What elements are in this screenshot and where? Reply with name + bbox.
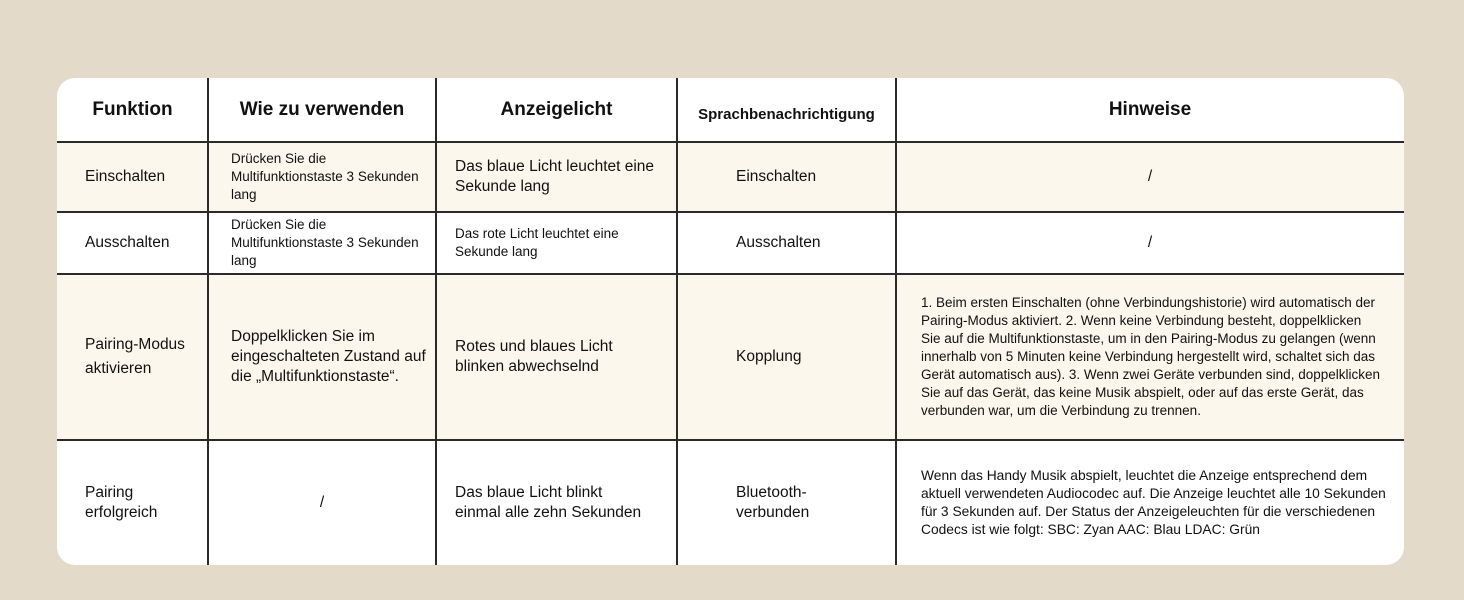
- row-divider: [57, 141, 1404, 143]
- column-divider: [435, 78, 437, 565]
- column-divider: [676, 78, 678, 565]
- cell-hinweise: /: [1147, 234, 1153, 251]
- header-hinweise: Hinweise: [1108, 99, 1192, 120]
- cell-sprachbenachrichtigung: Bluetooth-verbunden: [736, 483, 810, 521]
- cell-anzeigelicht: Das blaue Licht leuchtet eine Sekunde lang: [455, 158, 655, 195]
- cell-funktion: Pairing erfolgreich: [85, 483, 158, 521]
- table-header: [57, 78, 1404, 142]
- cell-funktion: Pairing-Modus aktivieren: [85, 336, 185, 377]
- row-divider: [57, 439, 1404, 441]
- header-wie-zu-verwenden: Wie zu verwenden: [239, 99, 405, 120]
- function-table: [57, 78, 1404, 565]
- row-divider: [57, 273, 1404, 275]
- row-divider: [57, 211, 1404, 213]
- cell-sprachbenachrichtigung: Ausschalten: [736, 234, 821, 251]
- cell-anzeigelicht: Das blaue Licht blinkt einmal alle zehn Sekunden: [455, 483, 642, 521]
- cell-anzeigelicht: Das rote Licht leuchtet eine Sekunde lang: [455, 226, 619, 259]
- header-sprachbenachrichtigung: Sprachbenachrichtigung: [698, 105, 875, 123]
- column-divider: [895, 78, 897, 565]
- cell-wie: Drücken Sie die Multifunktionstaste 3 Sekunden lang: [231, 151, 419, 202]
- cell-funktion: Ausschalten: [85, 234, 170, 251]
- cell-hinweise: Wenn das Handy Musik abspielt, leuchtet die Anzeige entsprechend dem aktuell verwendeten Audiocodec auf. Die Anzeige leuchtet alle 10 Sekunden für 3 Sekunden auf. Der Status der Anzeigeleuchten für die verschiedenen Codecs ist wie folgt: SBC: Zyan AAC: Blau LDAC: Grün: [921, 467, 1386, 537]
- cell-wie: Drücken Sie die Multifunktionstaste 3 Sekunden lang: [231, 217, 419, 268]
- cell-anzeigelicht: Rotes und blaues Licht blinken abwechselnd: [455, 338, 613, 375]
- cell-sprachbenachrichtigung: Einschalten: [736, 168, 817, 185]
- cell-hinweise: /: [1147, 168, 1153, 185]
- header-anzeigelicht: Anzeigelicht: [500, 99, 613, 120]
- cell-funktion: Einschalten: [85, 168, 166, 185]
- table-row: [57, 440, 1404, 565]
- column-divider: [207, 78, 209, 565]
- cell-wie: Doppelklicken Sie im eingeschalteten Zustand auf die „Multifunktionstaste“.: [231, 328, 426, 385]
- cell-wie: /: [319, 493, 325, 511]
- table-row: [57, 142, 1404, 212]
- table-row: [57, 212, 1404, 274]
- cell-hinweise: 1. Beim ersten Einschalten (ohne Verbindungshistorie) wird automatisch der Pairing-Modus aktiviert. 2. Wenn keine Verbindung besteht, doppelklicken Sie auf die Multifunktionstaste, um in den Pairing-Modus zu gelangen (wenn innerhalb von 5 Minuten keine Verbindung hergestellt wird, schaltet sich das Gerät automatisch aus). 3. Wenn zwei Geräte verbunden sind, doppelklicken Sie auf das Gerät, das keine Musik abspielt, oder auf das erste Gerät, das verbunden war, um die Verbindung zu trennen.: [921, 295, 1380, 418]
- cell-sprachbenachrichtigung: Kopplung: [736, 348, 802, 365]
- header-funktion: Funktion: [92, 99, 173, 120]
- table-row: [57, 274, 1404, 440]
